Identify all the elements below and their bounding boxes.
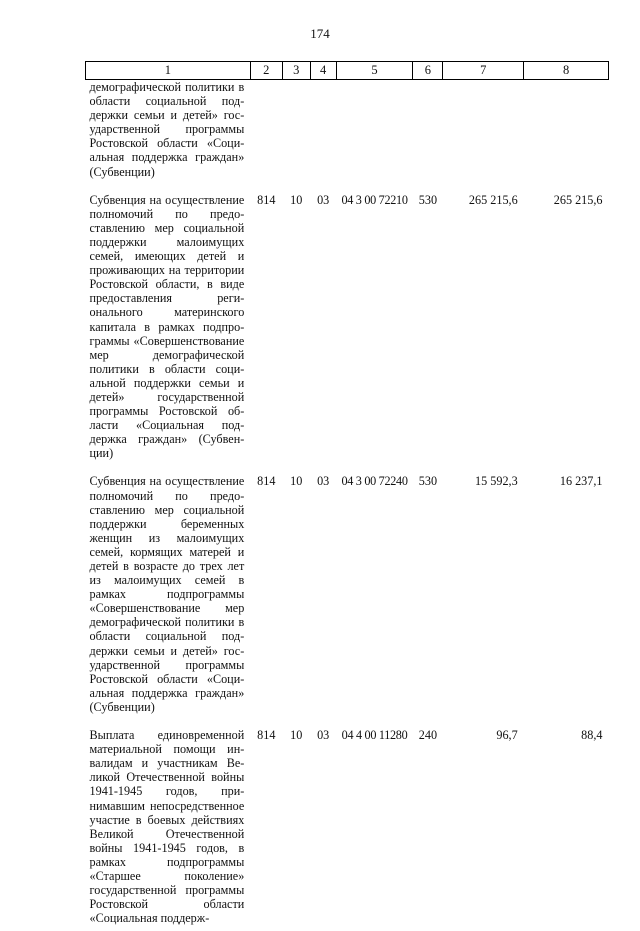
table-body xyxy=(86,80,609,931)
cell-subsection: 03 xyxy=(310,185,336,467)
cell-expense-type: 530 xyxy=(413,466,443,720)
column-header: 7 xyxy=(443,62,524,80)
cell-subsection: 03 xyxy=(310,466,336,720)
column-header: 1 xyxy=(86,62,251,80)
column-header: 3 xyxy=(282,62,310,80)
cell-section: 10 xyxy=(282,466,310,720)
cell-target-article: 04 4 00 11280 xyxy=(336,720,413,931)
row-description: демографической политики в области социальной поддержки семьи и детей» государственной программы Ростовской области «Социальная поддержка граждан» (Субвенции) xyxy=(86,80,251,185)
cell-section xyxy=(282,80,310,185)
cell-target-article xyxy=(336,80,413,185)
cell-target-article: 04 3 00 72210 xyxy=(336,185,413,467)
cell-amount-year2 xyxy=(524,80,609,185)
column-header: 8 xyxy=(524,62,609,80)
cell-amount-year1: 15 592,3 xyxy=(443,466,524,720)
cell-ministry-code: 814 xyxy=(250,466,282,720)
table-row xyxy=(86,80,609,185)
cell-amount-year1 xyxy=(443,80,524,185)
column-header: 6 xyxy=(413,62,443,80)
cell-amount-year2: 16 237,1 xyxy=(524,466,609,720)
column-header: 2 xyxy=(250,62,282,80)
table-row xyxy=(86,185,609,467)
table-row xyxy=(86,720,609,931)
table-header xyxy=(86,62,609,80)
table-row xyxy=(86,466,609,720)
cell-amount-year1: 265 215,6 xyxy=(443,185,524,467)
row-description: Субвенция на осуществление полномочий по предоставлению мер социальной поддержки малоимущих семей, имеющих детей и проживающих на территории Ростовской области, в виде предоставления регионального материнского капитала в рамках подпрограммы «Совершенствование мер демографической политики в области социальной поддержки семьи и детей» государственной программы Ростовской области «Социальная поддержка граждан» (Субвенции) xyxy=(86,185,251,467)
budget-table xyxy=(85,61,609,931)
cell-target-article: 04 3 00 72240 xyxy=(336,466,413,720)
row-description: Выплата единовременной материальной помощи инвалидам и участникам Великой Отечественной войны 1941-1945 годов, принимавшим непосредственное участие в боевых действиях Великой Отечественной войны 1941-1945 годов, в рамках подпрограммы «Старшее поколение» государственной программы Ростовской области «Социальная поддерж- xyxy=(86,720,251,931)
cell-expense-type: 240 xyxy=(413,720,443,931)
cell-subsection xyxy=(310,80,336,185)
cell-expense-type xyxy=(413,80,443,185)
column-header: 4 xyxy=(310,62,336,80)
cell-amount-year2: 265 215,6 xyxy=(524,185,609,467)
header-row xyxy=(86,62,609,80)
cell-expense-type: 530 xyxy=(413,185,443,467)
column-header: 5 xyxy=(336,62,413,80)
cell-subsection: 03 xyxy=(310,720,336,931)
cell-section: 10 xyxy=(282,720,310,931)
row-description: Субвенция на осуществление полномочий по предоставлению мер социальной поддержки беременных женщин из малоимущих семей, кормящих матерей и детей в возрасте до трех лет из малоимущих семей в рамках подпрограммы «Совершенствование мер демографической политики в области социальной поддержки семьи и детей» государственной программы Ростовской области «Социальная поддержка граждан» (Субвенции) xyxy=(86,466,251,720)
cell-amount-year1: 96,7 xyxy=(443,720,524,931)
cell-section: 10 xyxy=(282,185,310,467)
cell-ministry-code: 814 xyxy=(250,185,282,467)
cell-ministry-code: 814 xyxy=(250,720,282,931)
cell-amount-year2: 88,4 xyxy=(524,720,609,931)
page-number: 174 xyxy=(0,26,640,42)
cell-ministry-code xyxy=(250,80,282,185)
